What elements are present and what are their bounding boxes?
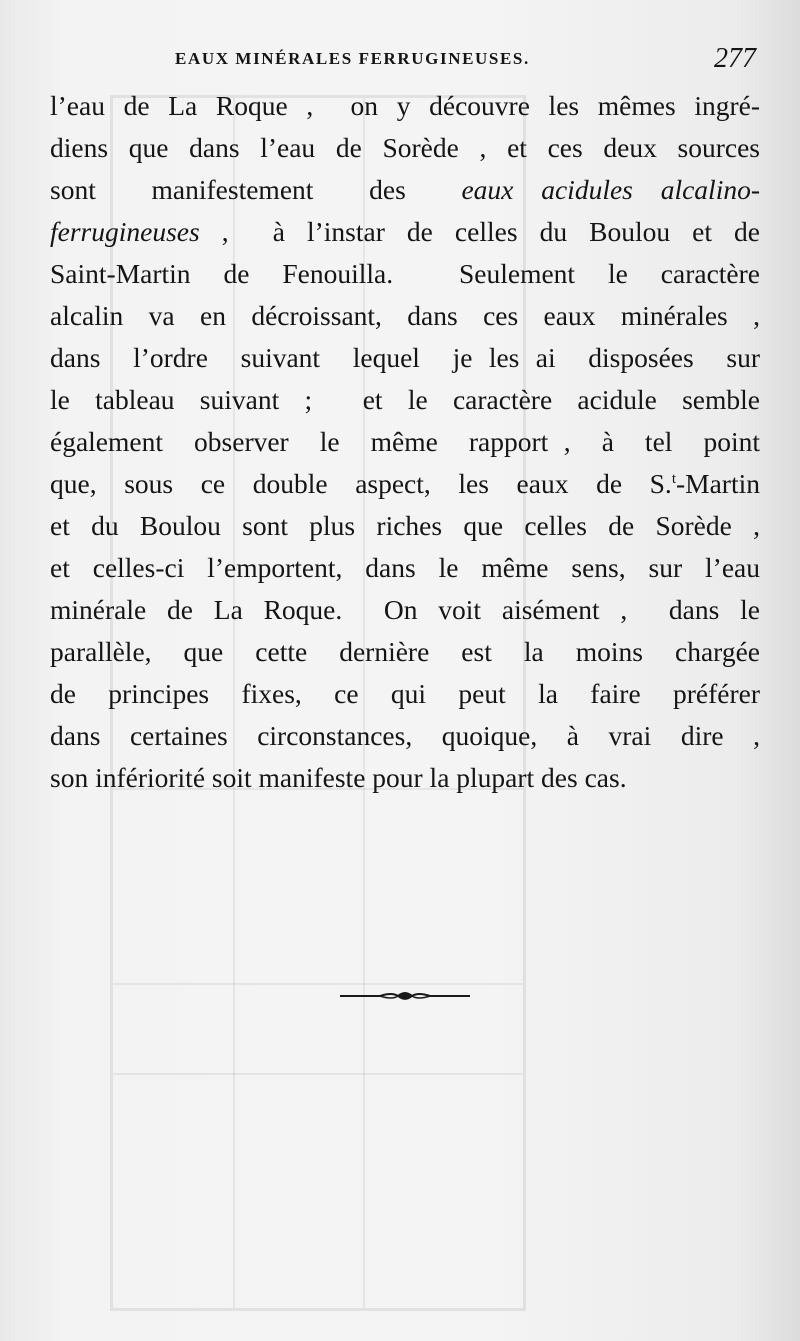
text-line xyxy=(50,211,760,253)
text-segment: alcalin va en décroissant, dans ces eaux minérales , xyxy=(50,300,760,331)
text-segment: que, sous ce double aspect, les eaux de S. xyxy=(50,468,672,499)
italic-segment: eaux acidules alcalino- xyxy=(461,174,761,205)
text-line xyxy=(50,673,760,715)
text-line xyxy=(50,757,760,799)
text-segment: et du Boulou sont plus riches que celles de Sorède , xyxy=(50,510,760,541)
text-segment: , à l’instar de celles du Boulou et de xyxy=(199,216,760,247)
text-line xyxy=(50,505,760,547)
text-line xyxy=(50,127,760,169)
text-line xyxy=(50,85,760,127)
text-line xyxy=(50,253,760,295)
text-line xyxy=(50,379,760,421)
text-segment: parallèle, que cette dernière est la moins chargée xyxy=(50,636,760,667)
text-segment: son infériorité soit manifeste pour la plupart des cas. xyxy=(50,762,627,793)
text-line xyxy=(50,589,760,631)
text-segment: dans certaines circonstances, quoique, à vrai dire , xyxy=(50,720,760,751)
body-paragraph xyxy=(50,85,760,799)
text-line xyxy=(50,631,760,673)
text-segment: dans l’ordre suivant lequel je les ai disposées sur xyxy=(50,342,760,373)
text-segment: -Martin xyxy=(675,468,760,499)
text-line xyxy=(50,169,760,211)
text-line xyxy=(50,463,760,505)
text-line xyxy=(50,715,760,757)
text-segment: l’eau de La Roque , on y découvre les mêmes ingré- xyxy=(50,90,760,121)
running-head: EAUX MINÉRALES FERRUGINEUSES. xyxy=(175,49,530,68)
text-segment: le tableau suivant ; et le caractère acidule semble xyxy=(50,384,760,415)
italic-segment: ferrugineuses xyxy=(50,216,200,247)
text-segment: Saint-Martin de Fenouilla. Seulement le caractère xyxy=(50,258,760,289)
text-segment: et celles-ci l’emportent, dans le même sens, sur l’eau xyxy=(50,552,760,583)
text-line xyxy=(50,337,760,379)
page-header xyxy=(48,45,760,79)
text-segment: diens que dans l’eau de Sorède , et ces deux sources xyxy=(50,132,760,163)
text-segment: également observer le même rapport , à tel point xyxy=(50,426,760,457)
text-segment: minérale de La Roque. On voit aisément , dans le xyxy=(50,594,760,625)
text-line xyxy=(50,295,760,337)
page-number: 277 xyxy=(714,43,756,74)
tailpiece-ornament-icon xyxy=(340,990,470,1002)
text-segment: de principes fixes, ce qui peut la faire préférer xyxy=(50,678,760,709)
text-segment: sont manifestement des xyxy=(50,174,462,205)
text-line xyxy=(50,421,760,463)
superscript-segment: t xyxy=(671,471,676,487)
text-line xyxy=(50,547,760,589)
